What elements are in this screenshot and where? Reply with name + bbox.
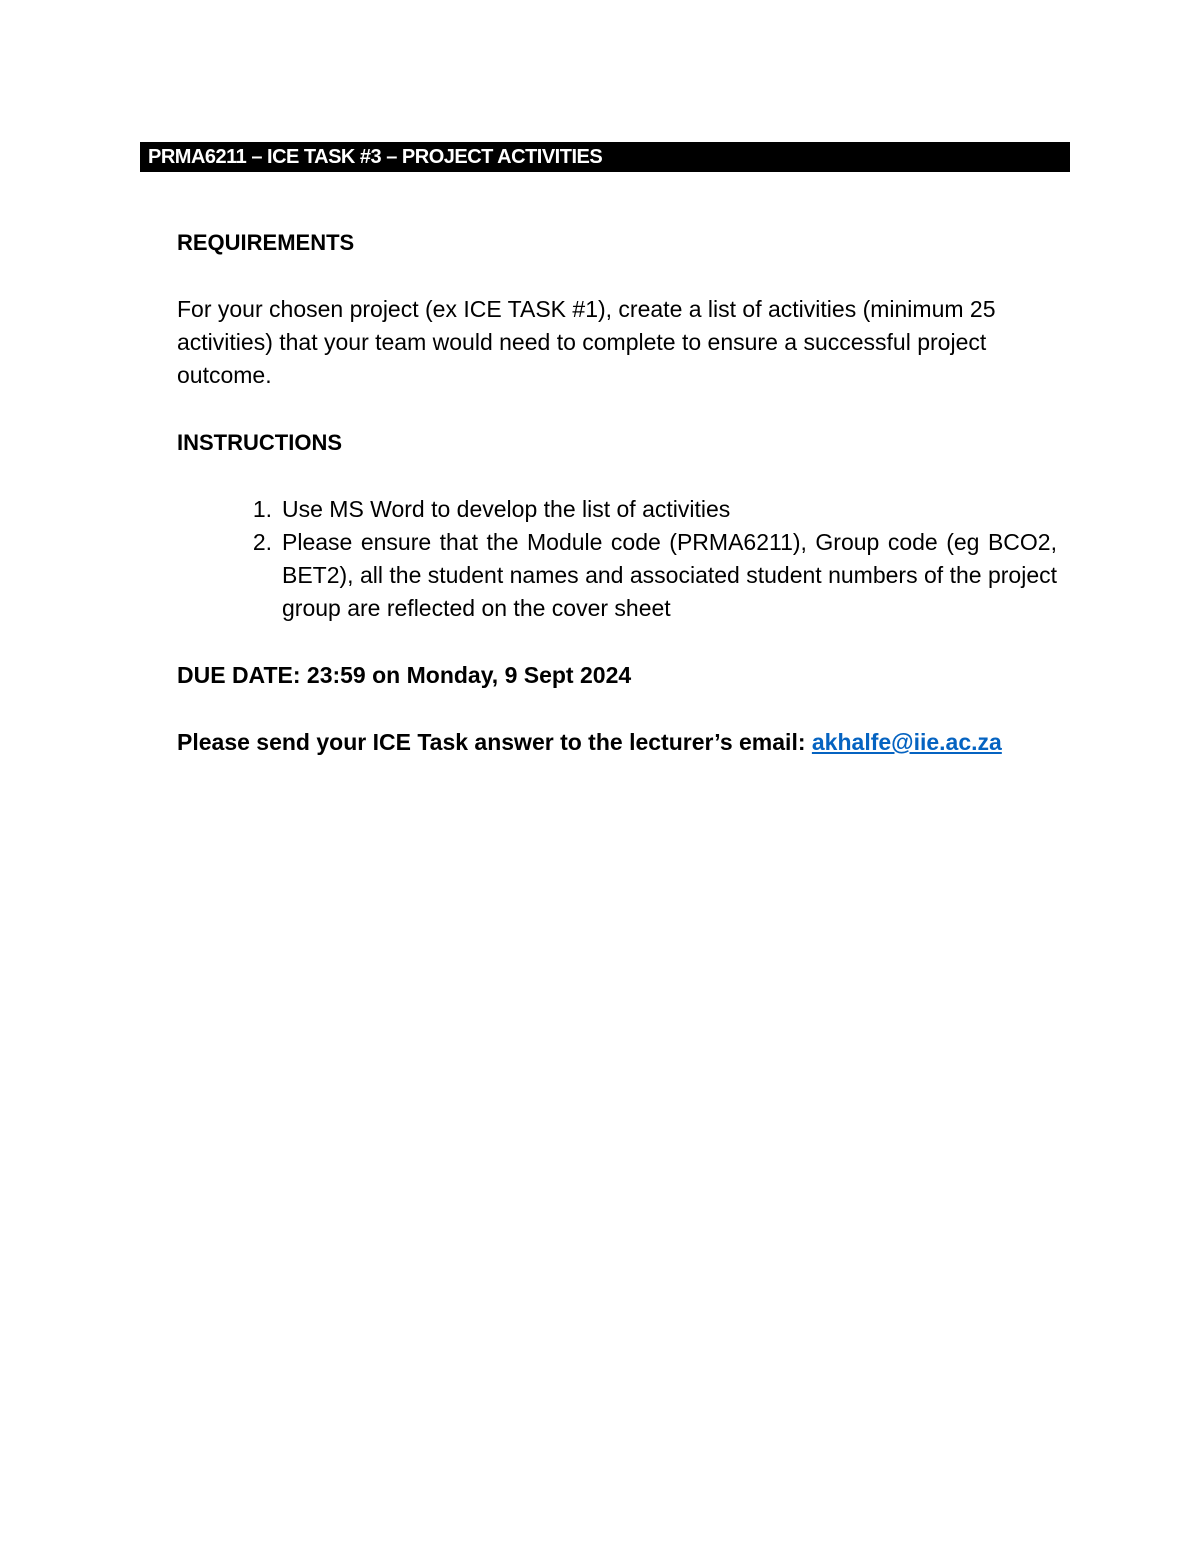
list-item xyxy=(177,526,1057,625)
send-instruction xyxy=(177,726,1057,759)
list-item xyxy=(177,493,1057,526)
document-title: PRMA6211 – ICE TASK #3 – PROJECT ACTIVITIES xyxy=(148,145,603,168)
list-item-text: Use MS Word to develop the list of activities xyxy=(282,496,731,522)
send-text: Please send your ICE Task answer to the lecturer’s email: xyxy=(177,729,806,755)
lecturer-email-link[interactable]: akhalfe@iie.ac.za xyxy=(811,729,1002,755)
instructions-list xyxy=(177,493,1057,625)
requirements-heading: REQUIREMENTS xyxy=(177,230,355,255)
title-bar xyxy=(140,142,1070,172)
list-item-text: Please ensure that the Module code (PRMA6211), Group code (eg BCO2, BET2), all the student names and associated student numbers of the project group are reflected on the cover sheet xyxy=(282,529,1057,621)
list-item-number: 2. xyxy=(252,529,272,555)
instructions-heading: INSTRUCTIONS xyxy=(177,430,342,455)
requirements-text: For your chosen project (ex ICE TASK #1), create a list of activities (minimum 25 activities) that your team would need to complete to ensure a successful project outcome. xyxy=(177,296,996,388)
document-body xyxy=(177,226,1057,759)
due-date: DUE DATE: 23:59 on Monday, 9 Sept 2024 xyxy=(177,662,632,688)
list-item-number: 1. xyxy=(252,496,272,522)
